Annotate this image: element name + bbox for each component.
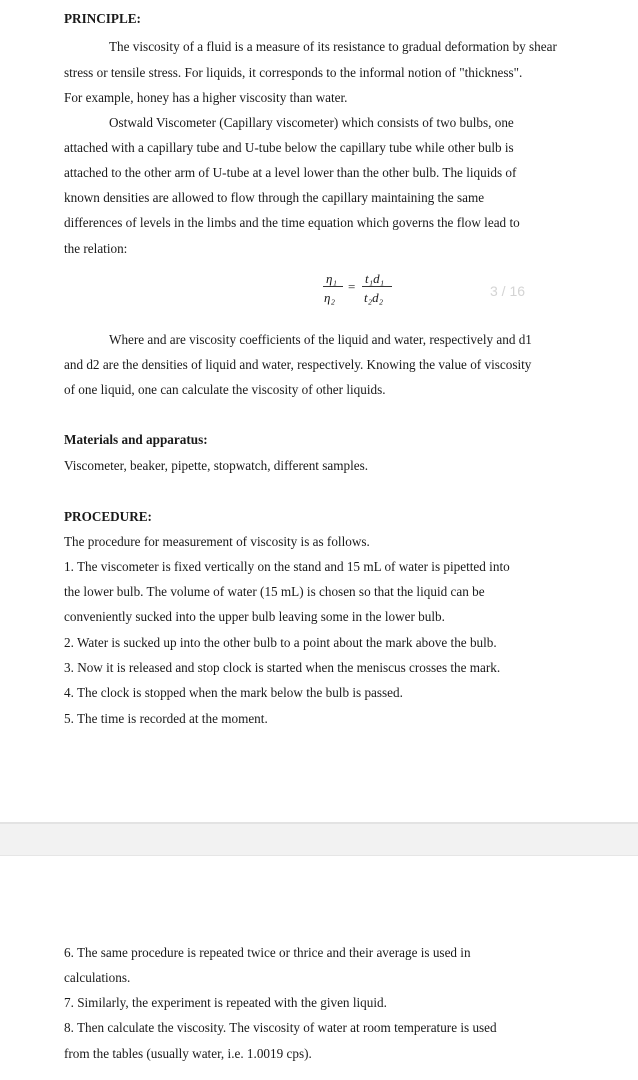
principle-line: known densities are allowed to flow through the capillary maintaining the same: [64, 190, 485, 205]
viscosity-ratio-formula: [318, 269, 408, 313]
procedure-line: the lower bulb. The volume of water (15 mL) is chosen so that the liquid can be: [64, 584, 485, 599]
principle-line: For example, honey has a higher viscosity than water.: [64, 90, 348, 105]
formula-rhs-denominator: t₂d₂: [364, 290, 384, 305]
principle-line: differences of levels in the limbs and the time equation which governs the flow lead to: [64, 215, 520, 230]
procedure-line: conveniently sucked into the upper bulb leaving some in the lower bulb.: [64, 609, 445, 624]
formula-rhs-numerator: t₁d₁: [365, 271, 385, 286]
formula-equals: =: [348, 279, 356, 294]
where-line: Where and are viscosity coefficients of the liquid and water, respectively and d1: [109, 332, 532, 347]
document-page-2: [0, 856, 638, 1080]
procedure-line: 4. The clock is stopped when the mark below the bulb is passed.: [64, 685, 403, 700]
where-line: of one liquid, one can calculate the viscosity of other liquids.: [64, 382, 386, 397]
formula-lhs-denominator: η₂: [324, 290, 335, 305]
procedure-line: calculations.: [64, 970, 131, 985]
where-line: and d2 are the densities of liquid and water, respectively. Knowing the value of viscosity: [64, 357, 532, 372]
procedure-line: 8. Then calculate the viscosity. The viscosity of water at room temperature is used: [64, 1020, 497, 1035]
principle-line: The viscosity of a fluid is a measure of its resistance to gradual deformation by shear: [109, 39, 557, 54]
procedure-line: from the tables (usually water, i.e. 1.0019 cps).: [64, 1046, 312, 1061]
formula-rhs-fraction-bar: [362, 286, 392, 287]
principle-line: attached to the other arm of U-tube at a level lower than the other bulb. The liquids of: [64, 165, 517, 180]
materials-text: Viscometer, beaker, pipette, stopwatch, different samples.: [64, 458, 369, 473]
principle-line: Ostwald Viscometer (Capillary viscometer) which consists of two bulbs, one: [109, 115, 514, 130]
materials-heading: Materials and apparatus:: [64, 432, 208, 447]
procedure-line: 3. Now it is released and stop clock is started when the meniscus crosses the mark.: [64, 660, 501, 675]
principle-line: the relation:: [64, 241, 128, 256]
formula-lhs-fraction-bar: [323, 286, 343, 287]
procedure-line: 7. Similarly, the experiment is repeated with the given liquid.: [64, 995, 387, 1010]
procedure-line: 5. The time is recorded at the moment.: [64, 711, 268, 726]
principle-line: stress or tensile stress. For liquids, it corresponds to the informal notion of "thickness".: [64, 65, 523, 80]
procedure-heading: PROCEDURE:: [64, 509, 152, 524]
formula-lhs-numerator: η₁: [326, 271, 337, 286]
principle-line: attached with a capillary tube and U-tube below the capillary tube while other bulb is: [64, 140, 514, 155]
procedure-line: 1. The viscometer is fixed vertically on the stand and 15 mL of water is pipetted into: [64, 559, 510, 574]
page-separator: [0, 822, 638, 856]
procedure-line: 2. Water is sucked up into the other bulb to a point about the mark above the bulb.: [64, 635, 497, 650]
principle-heading: PRINCIPLE:: [64, 11, 141, 26]
page-number-watermark: 3 / 16: [490, 283, 526, 299]
procedure-line: The procedure for measurement of viscosity is as follows.: [64, 534, 370, 549]
procedure-line: 6. The same procedure is repeated twice or thrice and their average is used in: [64, 945, 471, 960]
